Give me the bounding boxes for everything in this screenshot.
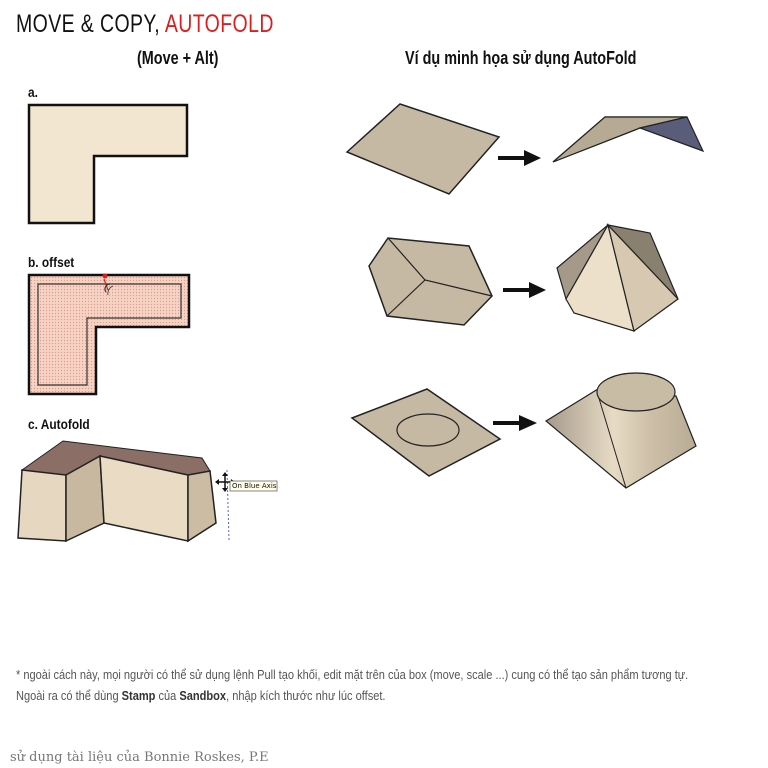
example-title: Ví dụ minh họa sử dụng AutoFold	[405, 48, 637, 68]
footnote-line-2	[16, 685, 688, 706]
footnote	[16, 664, 688, 706]
step-c-label: c. Autofold	[28, 416, 90, 432]
subtitle: (Move + Alt)	[137, 48, 219, 68]
sandbox-term: Sandbox	[179, 688, 227, 703]
tooltip-text: On Blue Axis	[232, 482, 277, 490]
title-accent: AUTOFOLD	[164, 10, 274, 38]
title-main: MOVE & COPY,	[16, 10, 165, 38]
footnote-line-2-prefix: Ngoài ra có thể dùng	[16, 688, 122, 703]
credit-text: sử dụng tài liệu của Bonnie Roskes, P.E	[10, 750, 269, 765]
step-b-label: b. offset	[28, 254, 75, 270]
arrow-right-icon	[493, 415, 537, 431]
footnote-line-1: * ngoài cách này, mọi người có thể sử dụng lệnh Pull tạo khối, edit mặt trên của box (move, scale ...) cung có thể tạo sản phẩm tương tự.	[16, 667, 689, 682]
stamp-term: Stamp	[121, 688, 156, 703]
step-a-label: a.	[28, 84, 38, 100]
footnote-line-2-suffix: , nhập kích thước như lúc offset.	[226, 688, 386, 703]
footnote-line-2-mid: của	[155, 688, 180, 703]
